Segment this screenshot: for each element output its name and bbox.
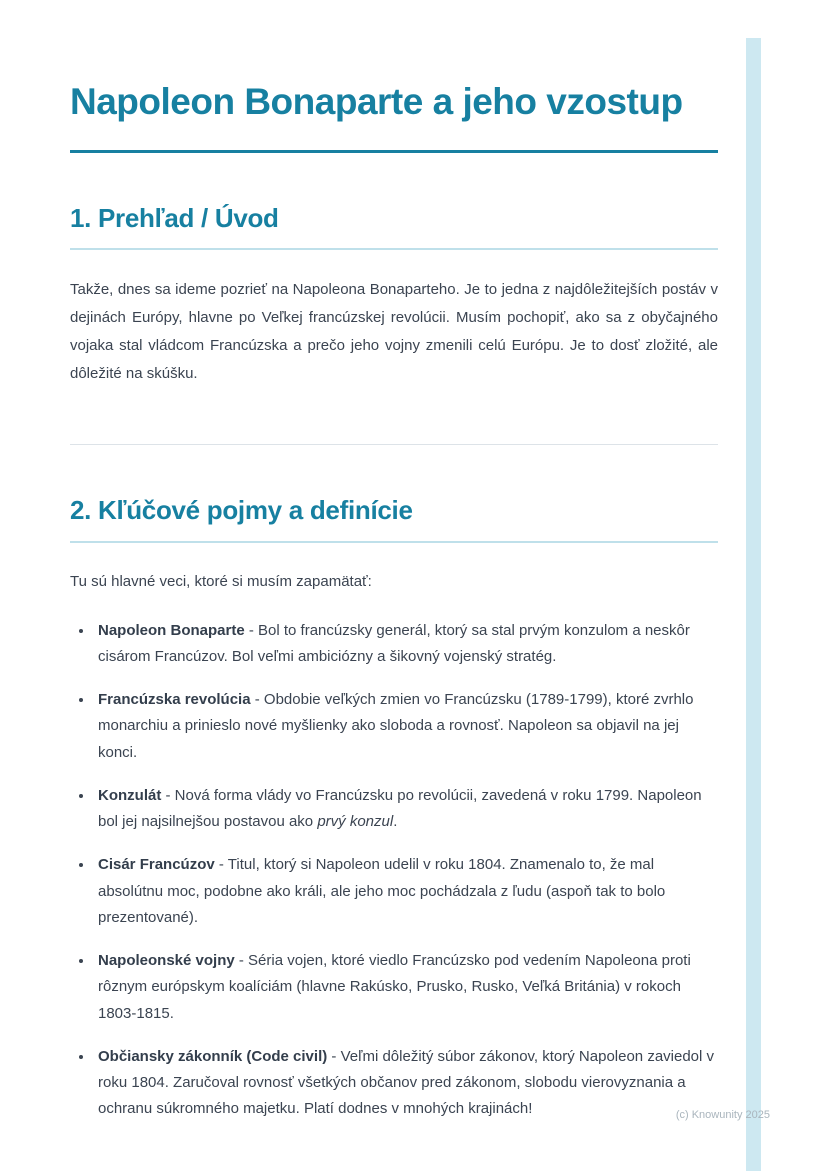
section-heading-2: 2. Kľúčové pojmy a definície xyxy=(70,495,718,542)
footer-credit: (c) Knowunity 2025 xyxy=(675,1109,770,1121)
term-label: Napoleonské vojny xyxy=(98,952,235,970)
list-item xyxy=(94,1044,718,1123)
page-title: Napoleon Bonaparte a jeho vzostup xyxy=(70,78,718,153)
list-item xyxy=(94,618,718,671)
section-paragraph-1: Takže, dnes sa ideme pozrieť na Napoleona Bonaparteho. Je to jedna z najdôležitejších postáv v dejinách Európy, hlavne po Veľkej francúzskej revolúcii. Musím pochopiť, ako sa z obyčajného vojaka stal vládcom Francúzska a prečo jeho vojny zmenili celú Európu. Je to dosť zložité, ale dôležité na skúšku. xyxy=(70,281,718,383)
term-label: Občiansky zákonník (Code civil) xyxy=(98,1047,328,1065)
definition-text: - Titul, ktorý si Napoleon udelil v roku 1804. Znamenalo to, že mal absolútnu moc, podobne ako králi, ale jeho moc pochádzala z ľudu (aspoň tak to bolo prezentované). xyxy=(98,856,666,926)
definition-text: - Séria vojen, ktoré viedlo Francúzsko pod vedením Napoleona proti rôznym európskym koalíciám (hlavne Rakúsko, Prusko, Rusko, Veľká Británia) v rokoch 1803-1815. xyxy=(98,952,691,1022)
term-label: Konzulát xyxy=(98,786,162,804)
term-list xyxy=(70,618,718,1123)
term-label: Cisár Francúzov xyxy=(98,856,215,874)
side-strip xyxy=(746,38,761,1171)
definition-text: - Nová forma vlády vo Francúzsku po revolúcii, zavedená v roku 1799. Napoleon bol jej najsilnejšou postavou ako xyxy=(98,786,702,831)
list-item xyxy=(94,852,718,931)
section-intro: Tu sú hlavné veci, ktoré si musím zapamätať: xyxy=(70,572,372,590)
section-divider xyxy=(70,444,718,445)
term-label: Francúzska revolúcia xyxy=(98,691,251,709)
document-content xyxy=(70,0,718,1140)
list-item xyxy=(94,687,718,766)
definition-text: - Obdobie veľkých zmien vo Francúzsku (1789-1799), ktoré zvrhlo monarchiu a prinieslo nové myšlienky ako sloboda a rovnosť. Napoleon sa objavil na jej konci. xyxy=(98,691,694,761)
list-item xyxy=(94,783,718,836)
definition-text: - Veľmi dôležitý súbor zákonov, ktorý Napoleon zaviedol v roku 1804. Zaručoval rovnosť všetkých občanov pred zákonom, slobodu vierovyznania a ochranu súkromného majetku. Platí dodnes v mnohých krajinách! xyxy=(98,1047,715,1118)
term-label: Napoleon Bonaparte xyxy=(98,621,245,639)
section-heading-1: 1. Prehľad / Úvod xyxy=(70,203,718,250)
definition-italic: prvý konzul xyxy=(317,813,394,831)
list-item xyxy=(94,948,718,1027)
definition-after: . xyxy=(393,813,398,831)
definition-text: - Bol to francúzsky generál, ktorý sa stal prvým konzulom a neskôr cisárom Francúzov. Bol veľmi ambiciózny a šikovný vojenský stratég. xyxy=(98,621,690,665)
